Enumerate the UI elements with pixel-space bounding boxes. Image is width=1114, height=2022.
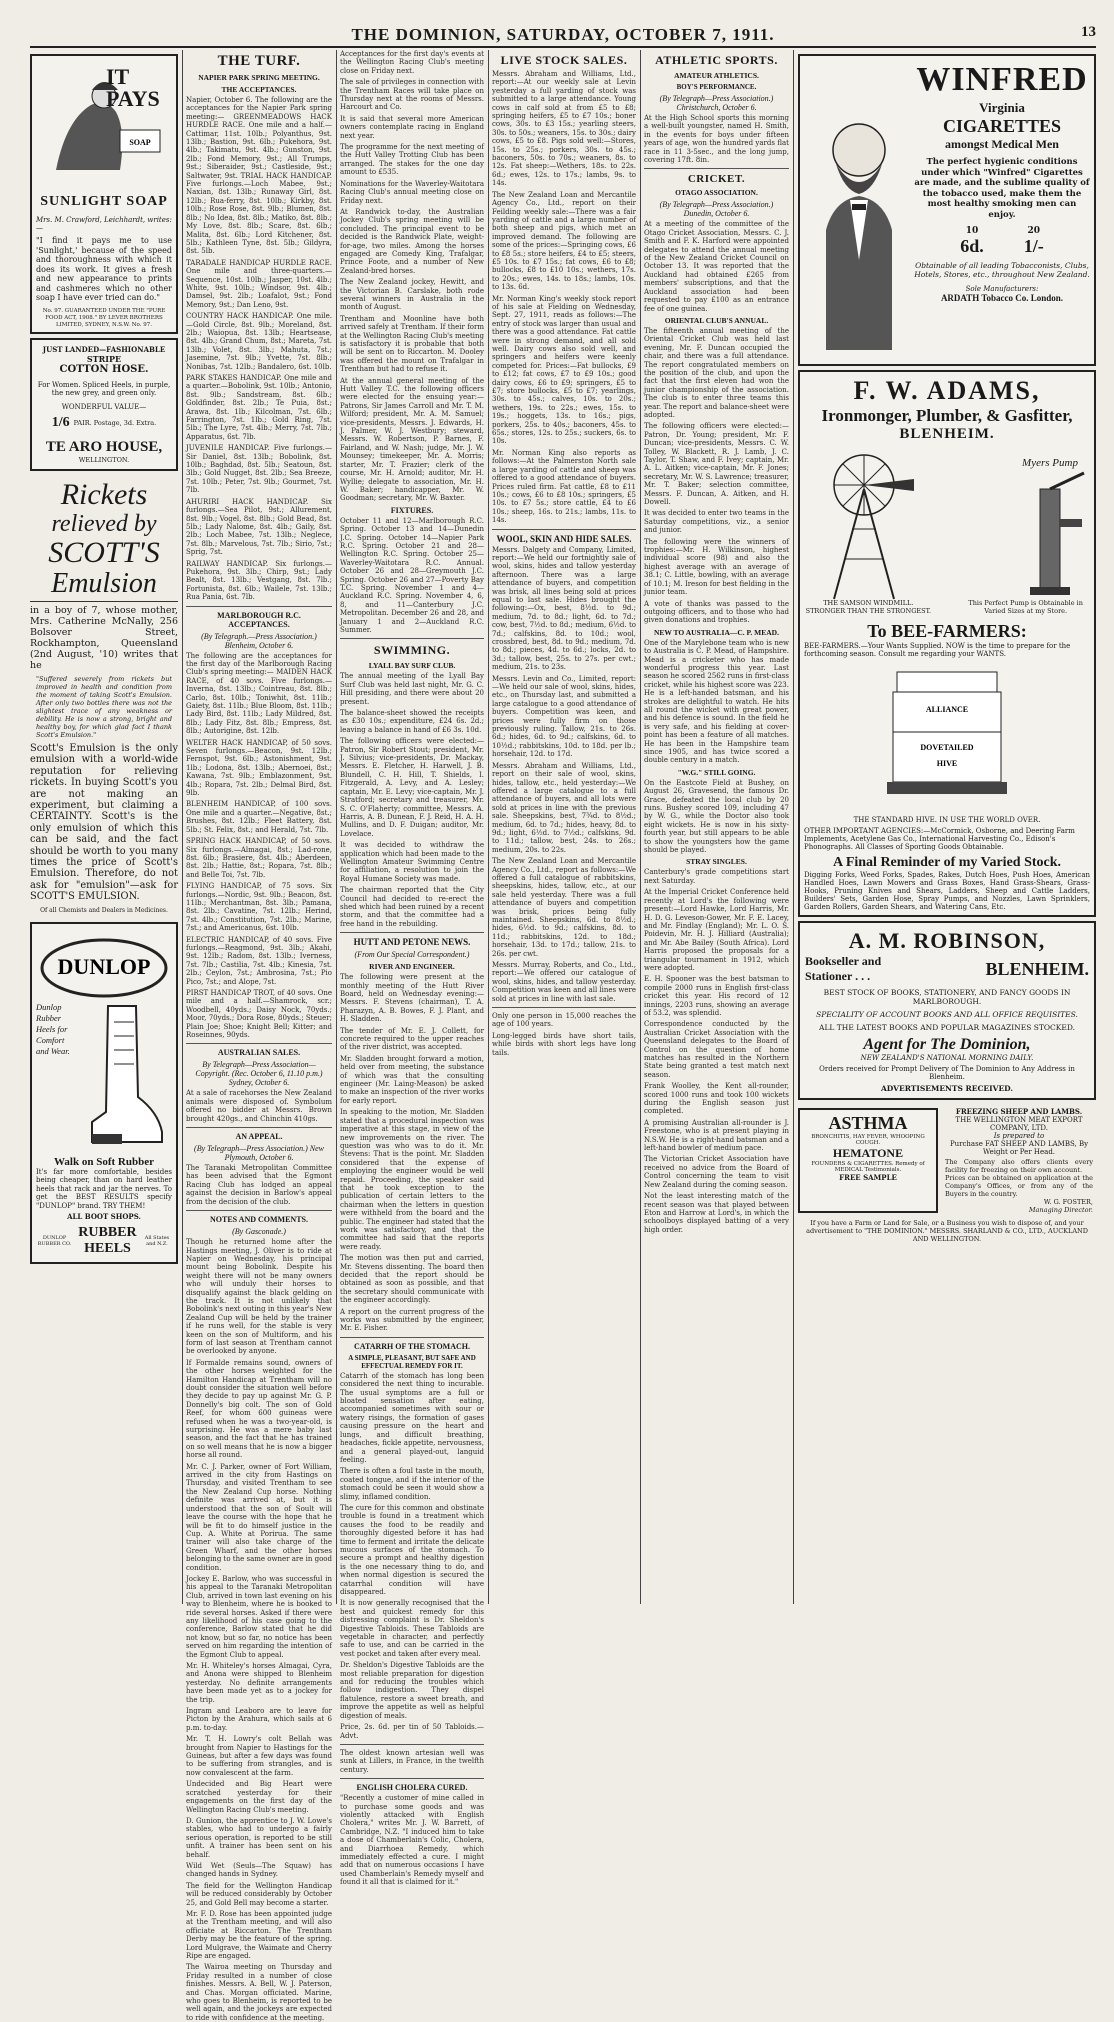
article-paragraph: Though he returned home after the Hastings meeting, J. Oliver is to ride at Napier on Wednesday, his principal mount being Bobolink. Despite his weight there will not be many owners who will unduly their horses to disqualify against the black gelding on the track. It is not unlikely that Bobolink's next outing in this year's New Zealand Cup will be held by the trainer if he runs well, for the stable is very keen on the son of Multiform, and his form of last season at Trentham cannot be overlooked by anyone. [186,1238,332,1356]
heading-boys-performance: BOY'S PERFORMANCE. [676,83,757,91]
divider [340,1744,484,1745]
article-paragraph: It is now generally recognised that the best and quickest remedy for this distressing complaint is Dr. Sheldon's Digestive Tabloids. These Tabloids are vegetable in character, and perfectly safe to use, and can be carried in the vest pocket and taken after every meal. [340,1599,484,1658]
article-paragraph: The field for the Wellington Handicap will be reduced considerably by October 25, and Gold Bell may become a starter. [186,1881,332,1907]
article-paragraph: It was decided to enter two teams in the Saturday competitions, viz., a senior and junior. [644,509,789,535]
dunlop-copy: It's far more comfortable, besides being cheaper, than on hard leather heels that rack and jar the nerves. To get the BEST RESULTS specify "DUNLOP" brand. TRY THEM! [36,1167,172,1210]
heading-marlborough: MARLBOROUGH R.C. ACCEPTANCES. [217,610,301,629]
asthma-makers: FOUNDERS & CIGARETTES. Remedy of MEDICAL Testimonials. [811,1161,925,1173]
winfred-p1: 6d. [960,236,984,256]
byline: By Telegraph—Press Association—Copyright. (Rec. October 6, 11.10 p.m.) Sydney, October 6. [195,1060,323,1088]
article-paragraph: SPRING HACK HANDICAP, of 50 sovs. Six furlongs.—Almagai, 8st.; Lad-rone, 8st. 6lb.; Brasiere, 8st. 4lb.; Aberdeen, 8st. 2lb.; Hattie, 8st.; Ropara, 7st. 8lb.; and Belle Toi, 7st. 7lb. [186,837,332,879]
column-athletics [644,50,789,1606]
heading-hutt-petone: HUTT AND PETONE NEWS. [353,937,471,948]
article-paragraph: The Wairoa meeting on Thursday and Friday resulted in a number of close finishes. Messrs. A. Bell, W. J. Paterson, and Chas. Morgan officiated. Marine, who goes to Blenheim, is reported to be well again, and the jockeys are expected to ride with confidence at the meeting. [186,1963,332,2022]
asthma-title: ASTHMA [828,1113,908,1133]
article-paragraph: The following are the acceptances for the first day of the Marlborough Racing Club's spring meeting:— MAIDEN HACK RACE, of 40 sovs. Five furlongs.—Inverna, 8st. 13lb.; Cointreau, 8st. 8lb.; Carlo, 8st. 10lb.; Toniwhit, 8st. 11lb.; Gaiety, 8st. 11lb.; Blue Bloom, 8st. 11lb.; Lady Bird, 8st. 11lb.; Lady Mildred, 8st. 8lb.; Lady Fitz, 8st. 8lb.; Empress, 8st. 8lb.; Autorigine, 8st. 12lb. [186,651,332,736]
divider [186,1043,332,1044]
heading-swimming: SWIMMING. [373,643,451,658]
article-paragraph: D. Gunion, the apprentice to J. W. Lowe's stables, who had to undergo a fairly serious operation, is reported to be still unfit. A trainer has been sent on his behalf. [186,1816,332,1859]
scotts-h4: Emulsion [30,569,178,602]
freezing-prices: Prices can be obtained on application at the Company's Offices, or from any of the Buyers in the country. [945,1174,1093,1198]
article-paragraph: WELTER HACK HANDICAP, of 50 sovs. Seven furlongs.—Beacon, 9st. 12lb.; Fernspot, 9st. 6lb.; Astonishment, 9st. 1lb.; Lodona, 8st. 13lb.; Abernoei, 8st.; Kawana, 7st. 9lb.; Emblazonment, 9st. 4lb.; Ropara, 7st. 2lb.; Delmal Bird, 8st. 9lb. [186,738,332,798]
te-aro-price: 1/6 [51,415,70,430]
article-paragraph: A report on the current progress of the works was submitted by the engineer, Mr. E. Fisher. [340,1307,484,1333]
article-paragraph: At the annual general meeting of the Hutt Valley T.C. the following officers were elected for the ensuing year:—Patrons, Sir James Carroll and Mr. T. M. Wilford; president, Mr. A. M. Samuel; vice-presidents, Messrs. J. Edwards, H. J. Palmer, W. J. Westbury; steward, Messrs. W. Robertson, P. Barnes, F. Fairland, and W. Nash; judge, Mr. J. W. Mounsey; timekeeper, Mr. A. Morris; starter, Mr. T. Frazier; clerk of the course, Mr. H. Arnold; auditor, Mr. H. Wyllie; delegate to association, Mr. H. W. Baker; handicapper, Mr. W. Goodman; secretary, Mr. W. Baxter. [340,376,484,503]
heading-notes: NOTES AND COMMENTS. [209,1215,308,1225]
freezing-signed: W. G. FOSTER, [1043,1198,1093,1206]
article-paragraph: The fifteenth annual meeting of the Oriental Cricket Club was held last evening, Mr. F. Duncan occupied the chair, and there was a full attendance. The report congratulated members on the position of the club, and upon the fact that the first eleven had won the junior championship of the association. The club is to enter three teams this year. The report and balance-sheet were adopted. [644,326,789,419]
heading-wg-still-going: "W.G." STILL GOING. [677,767,756,777]
te-aro-city: WELLINGTON. [78,456,130,464]
pump-illustration [1010,469,1090,599]
winfred-avail: Obtainable of all leading Tobacconists, Clubs, Hotels, Stores, etc., throughout New Zealand. [914,261,1090,279]
dunlop-foot: RUBBER HEELS [78,1225,137,1257]
ad-column-right [798,50,1096,1606]
sunlight-soap-ad [30,54,178,334]
article-paragraph: PARK STAKES HANDICAP. One mile and a quarter.—Bobolink, 9st. 10lb.; Antonio, 8st. 9lb.; Sandstream, 8st. 6lb.; Goldfinder, 8st. 2lb.; Te Puia, 8st.; Arawa, 8st. 1lb.; Kilcolman, 7st. 6lb.; Farrington, 7st. 1lb.; Gold Ring, 7st. 5lb.; The Lyre, 7st. 4lb.; Merry, 7st. 7lb.; Apparatus, 6st. 7lb. [186,374,332,441]
scotts-h2: relieved by [51,511,157,537]
article-paragraph: Trentham and Moonline have both arrived safely at Trentham. If their form at the Wellington Racing Club's meeting is satisfactory it is probable that both will be sent on to Riccarton. M. Dooley was offered the mount on Trafalgar in Trentham but had to refuse it. [340,314,484,374]
te-aro-line5: WONDERFUL VALUE— [61,403,147,411]
article-paragraph: TARADALE HANDICAP HURDLE RACE. One mile and three-quarters.—Sequence, 10st. 10lb.; Jasper, 10st. 4lb.; White, 9st. 10lb.; Windsor, 9st. 4lb.; Damsel, 9st. 2lb.; Loafalot, 9st.; Fond Memory, 9st.; Dan Leno, 9st. [186,258,332,309]
winfred-n2: 20 [1027,226,1041,236]
divider [492,1007,636,1008]
asthma-brand: HEMATONE [832,1146,904,1160]
windmill-caption: THE SAMSON WINDMILL. STRONGER THAN THE STRONGEST. [805,599,932,615]
article-paragraph: Messrs. Abraham and Williams, Ltd., report:—At our weekly sale at Levin yesterday a full yarding of stock was submitted to a large attendance. Young cows in calf sold at from £5 to £8; springing heifers, £5 to £7 10s.; boner cows, 30s. to £3 15s.; yearling steers, 30s. to 50s.; weaners, 15s. to 30s.; dairy cows, £5 to £8. Pigs sold well:—Stores, 15s. to 25s.; porkers, 30s. to 45s.; baconers, 50s. to 70s.; weaners, 8s. to 12s. Fat sheep:—Wethers, 18s. to 22s. 6d.; ewes, 12s. to 17s.; lambs, 9s. to 14s. [492,70,636,188]
hive-label-1: ALLIANCE [925,705,969,714]
robinson-nz: NEW ZEALAND'S NATIONAL MORNING DAILY. [860,1054,1034,1062]
winfred-maker: ARDATH Tobacco Co. London. [940,293,1064,303]
article-paragraph: Messrs. Murray, Roberts, and Co., Ltd., report:—We offered our catalogue of wool, skins, hides, and tallow yesterday. Competition was keen and all lines were sold at prices in line with last sale. [492,961,636,1003]
article-paragraph: Mr. F. D. Rose has been appointed judge at the Trentham meeting, and will also officiate at Riccarton. The Trentham Derby may be the feature of the spring. Lord Mulgrave, the Waimate and Cherry Ripe are engaged. [186,1909,332,1960]
farm-sale-ad [798,1219,1096,1243]
article-paragraph: AHURIRI HACK HANDICAP. Six furlongs.—Sea Pilot, 9st.; Allurement, 8st. 9lb.; Vogel, 8st. 8lb.; Gold Bead, 8st. 5lb.; Lady Nalome, 8st. 4lb.; Gaily, 8st. 2lb.; Loch Mabee, 7st. 13lb.; Neglece, 7st. 8lb.; Marvelous, 7st. 7lb.; Sirio, 7st.; Sprig, 7st. [186,497,332,557]
heading-the-turf: THE TURF. [217,53,301,69]
article-paragraph: Catarrh of the stomach has long been considered the next thing to incurable. The usual symptoms are a full or bloated sensation after eating, accompanied sometimes with sour or watery risings, the formation of gases causing pressure on the heart and lungs, and difficult breathing, headaches, fickle appetite, nervousness, and a general played-out, languid feeling. [340,1371,484,1464]
adams-town: BLENHEIM. [899,426,995,442]
divider [186,606,332,607]
adams-trade: Ironmonger, Plumber, & Gasfitter, [821,406,1073,425]
sunlight-guarantee: No. 97. GUARANTEED UNDER THE "PURE FOOD ACT, 1908." BY LEVER BROTHERS LIMITED, SYDNEY, N.S.W. No. 97. [42,307,166,328]
byline: (By Telegraph—Press Association.) Dunedin, October 6. [659,200,774,219]
article-paragraph: The sale of privileges in connection with the Trentham Races will take place on Thursday next at the rooms of Messrs. Harcourt and Co. [340,78,484,112]
article-paragraph: It was decided to withdraw the application which had been made to the Wellington Amateur Swimming Centre for affiliation, a resolution to join the Royal Humane Society was made. [340,841,484,883]
dunlop-brand: DUNLOP [57,953,151,979]
article-paragraph: Mr. Norman King's weekly stock report of his sale at Fielding on Wednesday, Sept. 27, 1911, reads as follows:—The entry of stock was larger than usual and there was a good attendance. Fat cattle were in strong demand, and all sold well. Dairy cows also sold well, and springers and heifers were keenly competed for. Prices:—Fat bullocks, £9 to £12; fat cows, £7 to £9 10s.; good dairy cows, £6 to £9; springers, £5 to £7; store bullocks, £5 to £7; yearlings, 30s. to 45s.; calves, 10s. to 20s.; wethers, 19s. to 22s.; ewes, 15s. to 19s.; hoggets, 13s. to 16s.; pigs, porkers, 25s. to 40s.; baconers, 45s. to 65s.; stores, 12s. to 25s.; suckers, 6s. to 10s. [492,294,636,446]
scotts-quote: "Suffered severely from rickets but improved in health and condition from the moment of taking Scott's Emulsion. After only two bottles there was not the slightest trace of any weakness or debility. He is now a strong, bright and healthy boy, for which glad fact I thank Scott's Emulsion." [36,675,172,739]
article-paragraph: The motion was then put and carried, Mr. Stevens dissenting. The board then decided that the report should be obtained as soon as possible, and that the secretary should communicate with the engineer accordingly. [340,1254,484,1305]
freezing-prep: Is prepared to [993,1132,1045,1140]
article-paragraph: The cure for this common and obstinate trouble is found in a treatment which causes the food to be readily and thoroughly digested before it has had time to ferment and irritate the delicate mucous surfaces of the stomach. To secure a prompt and healthy digestion is the one necessary thing to do, and when normal digestion is secured the catarrhal condition will have disappeared. [340,1503,484,1596]
heading-australian-sales: AUSTRALIAN SALES. [217,1048,301,1058]
article-paragraph: One of the Marylebone team who is new to Australia is C. P. Mead, of Hampshire. Mead is a cricketer who has made wonderful progress this year. Last season he scored 2562 runs in first-class cricket, while his highest score was 223. He is a left-handed batsman, and his strokes are delightful to watch. He hits all round the wicket with great power, and his defence is sound. In the field he is very safe, and his fielding at cover-point has been a feature of all matches. He has been in the Hampshire team since 1905, and has twice scored a double century in a match. [644,638,789,765]
article-paragraph: Mr. H. Whiteley's horses Almagai, Cyra, and Anona were shipped to Blenheim yesterday. No definite arrangements have been made yet as to a jockey for the trip. [186,1662,332,1704]
heading-wool-sales: WOOL, SKIN AND HIDE SALES. [496,533,632,544]
article-paragraph: "Recently a customer of mine called in to purchase some goods and was violently attacked with English Cholera," writes Mr. J. W. Barrett, of Cambridge, N.Z. "I induced him to take a dose of Chamberlain's Colic, Cholera, and Diarrhoea Remedy, which immediately effected a cure. I might add that on numerous occasions I have used Chamberlain's Remedy myself and found it all that is claimed for it." [340,1794,484,1887]
article-paragraph: Jockey E. Barlow, who was successful in his appeal to the Taranaki Metropolitan Club, arrived in town last evening on his way to Blenheim, where he is booked to ride several horses. Asked if there were any likelihood of his case going to the conference, Barlow stated that he did not know, but so far, no notice has been served on him regarding the intention of the Egmont Club to appeal. [186,1574,332,1659]
article-paragraph: The Taranaki Metropolitan Committee has been advised that the Egmont Racing Club has lodged an appeal against the decision in Barlow's appeal from the decision of the club. [186,1164,332,1206]
article-paragraph: If Formalde remains sound, owners of the other horses weighted for the Hamilton Handicap at Trentham will no doubt consider the situation well before they decide to pay up against Mr. G. P. Donnelly's big colt. The son of Gold Reef, for whom 600 guineas were refused when he was a two-year-old, is surprising. He was a mere baby last season, and the fact that he has trained on so well means that he is now a bigger horse all round. [186,1358,332,1460]
heading-river-engineer: RIVER AND ENGINEER. [369,962,455,972]
article-paragraph: ELECTRIC HANDICAP, of 40 sovs. Five furlongs.—Reagmond, 9st. 3lb.; Akahi, 9st. 12lb.; Radom, 8st. 13lb.; Iverness, 7st. 7lb.; Castilia, 7st. 4lb.; Kinesia, 7st. 2lb.; Ceylon, 7st.; Ambrosina, 7st.; Pio Pico, 7st.; and Alope, 7st. [186,935,332,986]
article-paragraph: At a meeting of the committee of the Otago Cricket Association, Messrs. C. J. Smith and F. K. Harford were appointed delegates to attend the annual meeting of the New Zealand Cricket Council on October 13. It was reported that the Auckland had obtained £265 from members' subscriptions, and that the Auckland association had been requested to pay £100 as an entrance fee of one guinea. [644,220,789,313]
robinson-bookseller-ad [798,921,1096,1100]
adams-ironmonger-ad [798,370,1096,917]
winfred-copy: The perfect hygienic conditions under which "Winfred" Cigarettes are made, and the sublime quality of the tobacco used, make them the most healthy smoking men can enjoy. [914,157,1090,220]
article-paragraph: Napier, October 6. The following are the acceptances for the Napier Park spring meeting:— GREENMEADOWS HACK HURDLE RACE. One mile and a half.—Cattimar, 11st. 10lb.; Polyanthus, 9st. 13lb.; Bastion, 9st. 6lb.; Pukehora, 9st. 4lb.; Takimatu, 9st. 4lb.; Gunston, 9st. 2lb.; Fond Memory, 9st.; All Trumps, 9st.; Siberaider, 9st.; Castleside, 9st.; Saltwater, 9st. TRIAL HACK HANDICAP. Five furlongs.—Loch Mabee, 9st.; Naxian, 8st. 13lb.; Runaway Girl, 8st. 12lb.; Rua-ferry, 8st. 10lb.; Kirkby, 8st. 10lb.; Rose Rose, 8st. 9lb.; Blumen, 8st. 8lb.; No Idea, 8st. 8lb.; Matiko, 8st. 8lb.; My Love, 8st. 8lb.; Scare, 8st. 6lb.; Malita, 8st. 6lb.; Lord Kitchener, 8st. 5lb.; Kathleen Tyne, 8st. 5lb.; Gildyra, 8st. 5lb. [186,96,332,256]
article-paragraph: Mr. C. J. Parker, owner of Fort William, arrived in the city from Hastings on Thursday, and visited Trentham to see the New Zealand Cup horse. Nothing definite was arrived at, but it is understood that the son of Soult will leave the course with the hope that he will be fit to do himself justice in the Cup. A. White at Porirua. The same trainer will also take charge of the Green Wharf, and the other horses belonging to the same owner are in good condition. [186,1462,332,1572]
pump-label: Myers Pump [1022,457,1078,469]
adams-reminder: A Final Reminder of my Varied Stock. [832,855,1062,870]
heading-otago: OTAGO ASSOCIATION. [675,188,758,198]
robinson-latest: ALL THE LATEST BOOKS AND POPULAR MAGAZINES STOCKED. [819,1023,1075,1032]
subheading-catarrh: A SIMPLE, PLEASANT, BUT SAFE AND EFFECTUAL REMEDY FOR IT. [348,1353,476,1370]
article-paragraph: COUNTRY HACK HANDICAP. One mile.—Gold Circle, 8st. 9lb.; Moreland, 8st. 2lb.; Waiopua, 8st. 13lb.; Heartsease, 8st. 4lb.; Grand Chum, 8st.; Mareta, 7st. 13lb.; Volet, 8st. 3lb.; Mahuta, 7st.; Jasemine, 7st. 9lb.; Yvette, 7st. 8lb.; Nonibas, 7st. 12lb.; Bandalero, 6st. 10lb. [186,312,332,371]
masthead-title: THE DOMINION, SATURDAY, OCTOBER 7, 1911. [351,25,775,44]
article-paragraph: The chairman reported that the City Council had decided to re-erect the shed which had been ruined by a recent storm, and that the committee had a free hand in the rebuilding. [340,886,484,928]
divider [340,638,484,639]
column-rule [182,50,183,1604]
article-paragraph: BLENHEIM HANDICAP, of 100 sovs. One mile and a quarter.—Negative, 8st.; Brushes, 8st. 12lb.; Fleet Battery, 8st. 5lb.; St. Felix, 8st.; and Herald, 7st. 7lb. [186,800,332,834]
robinson-l2: Stationer . . . [805,969,871,983]
article-paragraph: The New Zealand Loan and Mercantile Agency Co., Ltd., report on their Feilding weekly sale:—There was a fair yarding of cattle and a large number of both sheep and pigs, which met an improved demand. The following are some of the prices:—Springing cows, £6 to £8 5s.; store heifers, £4 to £5; steers, £5 10s. to £7 15s.; fat cows, £6 to £8; bullocks, £8 to £10 10s.; wethers, 17s. to 20s.; ewes, 14s. to 18s.; lambs, 10s. to 13s. 6d. [492,190,636,292]
winfred-medical: amongst Medical Men [945,137,1059,151]
farm-sale-addr: MESSRS. SHARLAND & CO., LTD., AUCKLAND AND WELLINGTON. [912,1227,1088,1243]
article-paragraph: At the High School sports this morning a well-built youngster, named H. Smith, in the events for boys under fifteen years of age, won the hundred yards flat race in 11 3-5sec., and the long jump, covering 17ft. 8in. [644,114,789,165]
freezing-title2: Managing Director. [1028,1206,1093,1214]
sunlight-quote: "I find it pays me to use 'Sunlight,' because of the speed and thoroughness with which it does its work. It gives a fresh and new appearance to prints and cashmeres which no other soap I have ever tried can do." [36,236,172,302]
asthma-free: FREE SAMPLE [839,1173,897,1182]
article-paragraph: Mr. Sladden brought forward a motion, held over from meeting, the substance of which was that the consulting engineer (Mr. Laing-Meason) be asked to make an inspection of the river works for early report. [340,1054,484,1105]
adams-name: F. W. ADAMS, [853,376,1041,405]
robinson-l1: Bookseller and [805,954,882,968]
scotts-emulsion-ad [30,479,178,914]
article-paragraph: The tender of Mr. E. J. Collett, for concrete required to the upper reaches of the river district, was accepted. [340,1026,484,1052]
scotts-lead: in a boy of 7, whose mother, Mrs. Catherine McNally, 256 Bolsover Street, Rockhampton, Queensland (2nd August, '10) writes that he [30,605,178,671]
windmill-illustration [804,449,924,599]
divider [186,1127,332,1128]
beehive-illustration [847,662,1047,812]
column-live-stock [492,50,636,1606]
article-paragraph: Messrs. Levin and Co., Limited, report:—We held our sale of wool, skins, hides, etc., on Thursday last, and submitted a large catalogue to a good attendance of buyers. Competition was keen, and prices were fully firm on those previously ruling. Tallow, 21s. to 26s. 6d.; hides, 6d. to 9d.; calfskins, 6d. to 10½d.; rabbitskins, 10d. to 18d. per lb.; horsehair, 12d. to 17d. [492,674,636,759]
scotts-foot: Of all Chemists and Dealers in Medicines. [40,906,168,914]
robinson-agent: Agent for The Dominion, [863,1036,1031,1053]
byline: (By Telegraph.—Press Association.) Blenheim, October 6. [201,631,317,650]
te-aro-line2: STRIPE [86,354,122,364]
article-paragraph: The Victorian Cricket Association have received no advice from the Board of Control concerning the team to visit New Zealand during the coming season. [644,1155,789,1189]
heading-cholera: ENGLISH CHOLERA CURED. [356,1783,468,1793]
robinson-best: BEST STOCK OF BOOKS, STATIONERY, AND FANCY GOODS IN MARLBOROUGH. [823,988,1071,1006]
soap-bar-label: SOAP [129,138,151,147]
article-paragraph: At Randwick to-day, the Australian Jockey Club's spring meeting will be concluded. The principal event to be decided is the Randwick Plate, weight-for-age, two miles. Among the horses engaged are Comedy King, Trafalgar, Prince Foote, and a number of New Zealand-bred horses. [340,207,484,275]
heading-napier: NAPIER PARK SPRING MEETING. [198,73,320,82]
dunlop-states: All States and N.Z. [144,1235,170,1248]
article-paragraph: A promising Australian all-rounder is J. Freestone, who is at present playing in N.S.W. He is a right-hand batsman and a left-hand bowler of medium pace. [644,1118,789,1153]
freezing-title: FREEZING SHEEP AND LAMBS. [955,1107,1083,1116]
column-rule [640,50,641,1604]
dunlop-logo [36,928,172,998]
column-turf-continued [340,50,484,1887]
article-paragraph: FLYING HANDICAP, of 75 sovs. Six furlongs.—Nordic, 9st. 9lb.; Beacon, 8st. 11lb.; Merchantman, 8st. 3lb.; Pamana, 8st. 2lb.; Cavatine, 7st. 12lb.; Herind, 7st. 4lb.; Constitution, 7st. 2lb.; Marine, 7st.; and Americanus, 6st. 10lb. [186,882,332,933]
heading-fixtures: FIXTURES. [390,505,434,515]
heading-acceptances: THE ACCEPTANCES. [221,85,297,94]
article-paragraph: In speaking to the motion, Mr. Sladden stated that a procedural inspection was imperative at this stage, in view of the new improvements on the river. The question was who was to do it. Mr. Stevens: That is the point. Mr. Sladden considered that the expense of employing the engineer would be well repaid. Proceeding, the speaker said that he took exception to the publication of certain letters to the chairman when the letters in question were withheld from the board and the public. The engineer had stated that the work was satisfactory, and that the committee had said that the reports were ready. [340,1108,484,1251]
page-number: 13 [1081,24,1096,40]
winfred-p2: 1/- [1023,236,1044,256]
divider [340,1337,484,1338]
pump-caption: This Perfect Pump is Obtainable in Varied Sizes at my Store. [968,599,1083,615]
article-paragraph: Wild Wet (Seuls—The Squaw) has changed hands in Sydney. [186,1861,332,1879]
byline: (From Our Special Correspondent.) [354,950,470,960]
article-paragraph: Only one person in 15,000 reaches the age of 100 years. [492,1012,636,1029]
article-paragraph: E. H. Spooner was the best batsman to compile 2000 runs in English first-class cricket this year. His record of 12 innings, 2203 runs, showing an average of 53.2, was splendid. [644,975,789,1017]
hive-label-3: HIVE [936,759,958,768]
te-aro-line4: For Women. Spliced Heels, in purple, the new grey, and green only. [37,381,171,397]
asthma-sub: BRONCHITIS, HAY FEVER, WHOOPING COUGH. [811,1134,925,1146]
divider [644,168,789,169]
winfred-sole: Sole Manufacturers: [965,285,1039,293]
article-paragraph: Ingram and Leaboro are to leave for Picton by the Arahura, which sails at 6 p.m. to-day. [186,1707,332,1732]
dunlop-maker: DUNLOP RUBBER CO. [37,1235,72,1248]
bee-farmers-copy: BEE-FARMERS.—Your Wants Supplied. NOW is the time to prepare for the forthcoming season. Consult me regarding your WANTS. [804,642,1071,658]
te-aro-store: TE ARO HOUSE, [45,439,163,455]
asthma-ad [798,1108,938,1213]
column-rule [793,50,794,1604]
te-aro-line1: JUST LANDED—FASHIONABLE [42,345,166,354]
article-paragraph: At the Imperial Cricket Conference held recently at Lord's the following were present:—Lord Hawke, Lord Harris, Mr. H. D. G. Leveson-Gower, Mr. F. E. Lacey, and Mr. Findlay (England); Mr. L. O. S. Poidevin, Mr. H. J. Hilliard (Australia); and Mr. Abe Bailey (South Africa). Lord Harris proposed the proposals for a triangular tournament in 1912, which were adopted. [644,888,789,972]
bee-farmers-heading: To BEE-FARMERS: [867,621,1027,641]
article-paragraph: The following officers were elected:—Patron, Sir Robert Stout; president, Mr. J. Silvius; vice-presidents, Dr. Mackay, Messrs. E. Fletcher, H. Harwell, J. B. Blundell, C. H. Hill, T. Shields, I. Fitzgerald, A. Levy, and A. Lesley; captain, Mr. E. Levy; vice-captain, Mr. J. Stratford; secretary and treasurer, Mr. S. C. O'Flaherty; committee, Messrs. A. Harris, A. B. Dunean, F. J. Reid, H. A. H. Mullins, and D. F. Duigan; auditor, Mr. Lovelace. [340,737,484,838]
bottom-right-ads [798,1104,1096,1217]
article-paragraph: There is often a foul taste in the mouth, coated tongue, and if the interior of the stomach could be seen it would show a slimy, inflamed condition. [340,1467,484,1501]
divider [340,932,484,933]
article-paragraph: The New Zealand jockey, Hewitt, and the Victorian B. Carslake, both rode several winners in Australia in the month of August. [340,278,484,312]
article-paragraph: On the Eastcote Field at Bushey, on August 26, Gravesend, the famous Dr. Grace, defeated the local club by 20 runs. Bushey scored 109, including 47 by W. G., while the Doctor also took eight wickets. He is now in his sixty-fourth year, but still appears to be able to show the youngsters how the game should be played. [644,778,789,855]
article-paragraph: At a sale of racehorses the New Zealand animals were disposed of. Symbolum offered no bidder at Messrs. Brown brought 420gs., and Chinchin 410gs. [186,1089,332,1123]
heading-lyall-bay: LYALL BAY SURF CLUB. [368,661,456,671]
heading-live-stock: LIVE STOCK SALES. [500,53,628,67]
article-paragraph: The following were the winners of trophies:—Mr. H. Wilkinson, highest individual score (98) and also the highest average with an average of 38.1; C. Little, bowling, with an average of 10.1; M. Ireson for best fielding in the junior team. [644,537,789,597]
winfred-n1: 10 [965,226,979,236]
article-paragraph: The annual meeting of the Lyall Bay Surf Club was held last night, Mr. G. C. Hill presiding, and there were about 20 present. [340,672,484,706]
byline: (By Gasconade.) [232,1227,286,1237]
winfred-brand: WINFRED [916,61,1088,98]
farm-sale-copy: If you have a Farm or Land for Sale, or a Business you wish to dispose of, and your advertisement to "THE DOMINION." [806,1219,1084,1235]
column-turf [186,50,332,2022]
hive-label-2: DOVETAILED [920,743,974,752]
ad-column-left [30,50,178,1606]
dunlop-heels-ad [30,922,178,1264]
boot-illustration [78,1002,168,1152]
heading-an-appeal: AN APPEAL. [235,1132,283,1142]
divider [186,1210,332,1211]
article-paragraph: Long-legged birds have short tails, while birds with short legs have long tails. [492,1031,636,1057]
article-paragraph: Nominations for the Waverley-Waitotara Racing Club's annual meeting close on Friday next. [340,179,484,205]
article-paragraph: The following officers were elected:—Patron, Dr. Young; president, Mr. F. Duncan; vice-presidents, Messrs. C. W. Tolley, W. Blackett, R. J. Lamb, J. C. Taylor, T. Shaw, and F. Ivey; captain, Mr. A. L. Aitken; vice-captain, Mr. F. Jones; secretary, Mr. W. S. Lawrence; treasurer, Mr. T. Baker; selection committee, Messrs. F. Duncan, A. Aitken, and H. Dowell. [644,422,789,507]
article-paragraph: Mr. T. H. Lowry's colt Bellah was brought from Napier to Hastings for the Guineas, but after a few days was found to be suffering from strangles, and is now convalescent at the farm. [186,1735,332,1777]
robinson-spec: SPECIALITY OF ACCOUNT BOOKS AND ALL OFFICE REQUISITES. [816,1010,1078,1019]
article-paragraph: The New Zealand Loan and Mercantile Agency Co., Ltd., report as follows:—We offered a full catalogue of rabbitskins, sheepskins, hides, tallow, etc., at our sale held yesterday. There was a full attendance of buyers and competition was brisk, prices being fully maintained. Sheepskins, 6d. to 8½d.; hides, 6½d. to 9d.; calfskins, 8d. to 11d.; rabbitskins, 12d. to 18d.; horsehair, 13d. to 17d.; tallow, 21s. to 26s. per cwt. [492,857,636,958]
article-paragraph: Canterbury's grade competitions start next Saturday. [644,868,789,885]
scotts-h3: SCOTT'S [48,536,160,569]
article-paragraph: Not the least interesting match of the recent season was that played between Eton and Harrow at Lord's, in which the schoolboys displayed batting of a very high order. [644,1192,789,1234]
article-paragraph: The following were present at the monthly meeting of the Hutt River Board, held on Wednesday evening:—Messrs. F. Stevens (chairman), T. A. Pharazyn, A. B. Bowes, F. J. Plant, and H. Sladden. [340,973,484,1024]
scotts-h1: Rickets [60,478,148,511]
robinson-town: BLENHEIM. [985,958,1089,979]
robinson-orders: Orders received for Prompt Delivery of The Dominion to Any Address in Blenheim. [819,1065,1075,1081]
heading-oriental: ORIENTAL CLUB'S ANNUAL. [664,315,769,325]
article-paragraph: A vote of thanks was passed to the outgoing officers, and to those who had given donations and trophies. [644,599,789,625]
freezing-purchase: Purchase FAT SHEEP AND LAMBS, By Weight or Per Head. [949,1140,1089,1156]
article-paragraph: The oldest known artesian well was sunk at Lillers, in France, in the twelfth century. [340,1748,484,1774]
freezing-offer: The Company also offers clients every facility for freezing on their own account. [945,1158,1093,1174]
te-aro-house-ad [30,338,178,471]
doctor-portrait [804,60,914,350]
it-pays-badge: IT PAYS [106,64,160,111]
heading-new-to-australia: NEW TO AUSTRALIA—C. P. MEAD. [654,627,779,637]
heading-cricket: CRICKET. [687,173,746,186]
divider [492,529,636,530]
heading-amateur-athletics: AMATEUR ATHLETICS. [674,71,759,80]
article-paragraph: Messrs. Abraham and Williams, Ltd., report on their sale of wool, skins, hides, tallow, etc., held yesterday:—We offered a large catalogue to a full attendance of buyers, and all lots were sold at prices in line with the previous sale. Sheepskins, best, 7¾d. to 8½d.; medium, 6d. to 7d.; hides, heavy, 8d. to 9d.; light, 6½d. to 7½d.; calfskins, 9d. to 11d.; tallow, best, 24s. to 26s.; medium, 20s. to 22s. [492,761,636,854]
fixtures-list: October 11 and 12—Marlborough R.C. Spring. October 13 and 14—Dunedin J.C. Spring. October 14—Napier Park R.C. Spring. October 21 and 28—Wellington R.C. Spring. October 25—Waverley-Waitotara R.C. Annual. October 26 and 28—Greymouth J.C. Spring. October 26 and 27—Poverty Bay T.C. Spring. November 1 and 4—Auckland R.C. Spring. November 4, 6, 8, and 11—Canterbury J.C. Metropolitan. December 26 and 28, and January 1 and 2—Auckland R.C. Summer. [340,516,484,634]
byline: (By Telegraph—Press Association.) Christchurch, October 6. [659,94,774,112]
dunlop-walk: Walk on Soft Rubber [54,1155,154,1168]
te-aro-line3: COTTON HOSE. [59,364,149,375]
sunlight-writer: Mrs. M. Crawford, Leichhardt, writes:— [36,216,172,232]
article-paragraph: Correspondence conducted by the Australian Cricket Association with the Queensland delegates to the Board of Control on the question of home matches has resulted in the Northern State being granted a test match next season. [644,1020,789,1079]
te-aro-postage: PAIR. Postage, 3d. Extra. [73,419,157,427]
article-paragraph: It is said that several more American owners contemplate racing in England next year. [340,114,484,140]
byline: (By Telegraph—Press Association.) New Plymouth, October 6. [194,1144,324,1163]
robinson-name: A. M. ROBINSON, [848,928,1046,953]
article-paragraph: Acceptances for the first day's events at the Wellington Racing Club's meeting close on Friday next. [340,50,484,75]
scotts-body: Scott's Emulsion is the only emulsion with a world-wide reputation for relieving rickets. In buying Scott's you are not making an experiment, but claiming a CERTAINTY. Scott's is the only emulsion of which this can be said, and the fact should be worth to you many times the price of Scott's Emulsion. Therefore, do not ask for "emulsion"—ask for SCOTT'S EMULSION. [30,743,178,903]
masthead [30,24,1096,48]
heading-stray-singles: STRAY SINGLES. [686,857,747,867]
article-paragraph: RAILWAY HANDICAP. Six furlongs.—Pukehora, 9st. 3lb.; Chirp, 9st.; Lady Bealt, 8st. 13lb.; Vestgang, 8st. 7lb.; Fortunista, 8st. 6lb.; Wailele, 7st. 13lb.; Rua Pania, 6st. 7lb. [186,559,332,602]
dunlop-all: ALL BOOT SHOPS. [67,1212,141,1222]
robinson-adverts: ADVERTISEMENTS RECEIVED. [880,1084,1014,1093]
hive-caption: THE STANDARD HIVE. IN USE THE WORLD OVER. [853,816,1041,824]
freezing-ad [942,1104,1096,1217]
column-rule [488,50,489,1604]
article-paragraph: JUVENILE HANDICAP. Five furlongs.—Sir Daniel, 8st. 13lb.; Bobolink, 8st. 10lb.; Baghdad, 8st. 5lb.; Seatoun, 8st. 3lb.; Gold Nugget, 8st. 2lb.; Sea Breeze, 7st. 10lb.; Peter, 7st. 9lb.; Gourmet, 7st. 7lb. [186,444,332,495]
sunlight-brand: SUNLIGHT SOAP [40,194,168,209]
winfred-virginia: Virginia [979,100,1025,115]
winfred-cigarettes-ad [798,54,1096,366]
divider [340,1778,484,1779]
heading-catarrh: CATARRH OF THE STOMACH. [353,1341,470,1351]
article-paragraph: PIRST HANDICAP TROT, of 40 sovs. One mile and a half.—Shamrock, scr.; Woodbell, 40yds.; Daisy Nock, 70yds.; Moor, 70yds.; Dora Rose, 80yds.; Steuer; Plain Joe; Shoe; Knight Bell; Kitter; and Roseinnes, 90yds. [186,989,332,1040]
article-paragraph: Frank Woolley, the Kent all-rounder, scored 1000 runs and took 100 wickets during the English season just completed. [644,1082,789,1116]
heading-athletic-sports: ATHLETIC SPORTS. [655,53,778,67]
freezing-company: THE WELLINGTON MEAT EXPORT COMPANY, LTD. [955,1116,1083,1132]
adams-agencies: OTHER IMPORTANT AGENCIES:—McCormick, Osborne, and Deering Farm Implements, Acetylene Gas Co., International Harvesting Co., Edison's Phonographs. All Classes of Sporting Goods Obtainable. [804,827,1075,851]
column-rule [336,50,337,1604]
article-paragraph: Mr. Norman King also reports as follows:—At the Palmerston North sale a large yarding of cattle and sheep was offered to a good attendance of buyers. Prices ruled firm. Fat cattle, £8 to £11 10s.; cows, £6 to £8 10s.; springers, £5 10s. to £7 5s.; store cattle, £4 to £6 10s.; sheep, 16s. to 21s.; lambs, 11s. to 14s. [492,448,636,525]
article-paragraph: Price, 2s. 6d. per tin of 50 Tabloids.—Advt. [340,1723,484,1740]
dunlop-side: Dunlop Rubber Heels for Comfort and Wear. [36,1001,70,1056]
adams-stock: Digging Forks, Weed Forks, Spades, Rakes, Dutch Hoes, Push Hoes, American Handled Hoes, Lawn Mowers and Grass Boxes, Hand Grass-Shears, Grass-Hooks, Pruning Knives and Shears, Ladders, Sheep and Cattle Ladders, Builders' Sets, Garden Hose, Spray Pumps, and Nozzles, Lawn Sprinklers, Garden Rollers, Garden Shears, and Watering Cans, Etc. [804,871,1090,911]
article-paragraph: Messrs. Dalgety and Company, Limited, report:—We held our fortnightly sale of wool, skins, hides and tallow yesterday afternoon. There was a large attendance of buyers, and competition was brisk, all lines being sold at prices equal to last sale. Hides brought the following:—Ox, best, 8½d. to 9d.; medium, 7d. to 8d.; light, 6d. to 7d.; cow, best, 7½d. to 8d.; medium, 6½d. to 7d.; calfskins, 8d. to 10d.; wool, crossbred, best, 8d. to 9d.; medium, 7d. to 8d.; pieces, 4d. to 6d.; locks, 2d. to 3d.; tallow, best, 25s. to 27s. per cwt.; medium, 21s. to 23s. [492,545,636,672]
article-paragraph: Undecided and Big Heart were scratched yesterday for their engagements on the first day of the Wellington Racing Club's meeting. [186,1780,332,1814]
article-paragraph: The balance-sheet showed the receipts as £30 10s.; expenditure, £24 6s. 2d.; leaving a balance in hand of £6 3s. 10d. [340,709,484,734]
article-paragraph: Dr. Sheldon's Digestive Tabloids are the most reliable preparation for digestion and for reducing the troubles which follow indigestion. They dispel flatulence, restore a sweet breath, and improve the appetite as well as helpful digestion of meals. [340,1661,484,1720]
article-paragraph: The programme for the next meeting of the Hutt Valley Trotting Club has been arranged. The stakes for the one day amount to £535. [340,143,484,177]
winfred-cigarettes: CIGARETTES [942,116,1062,136]
